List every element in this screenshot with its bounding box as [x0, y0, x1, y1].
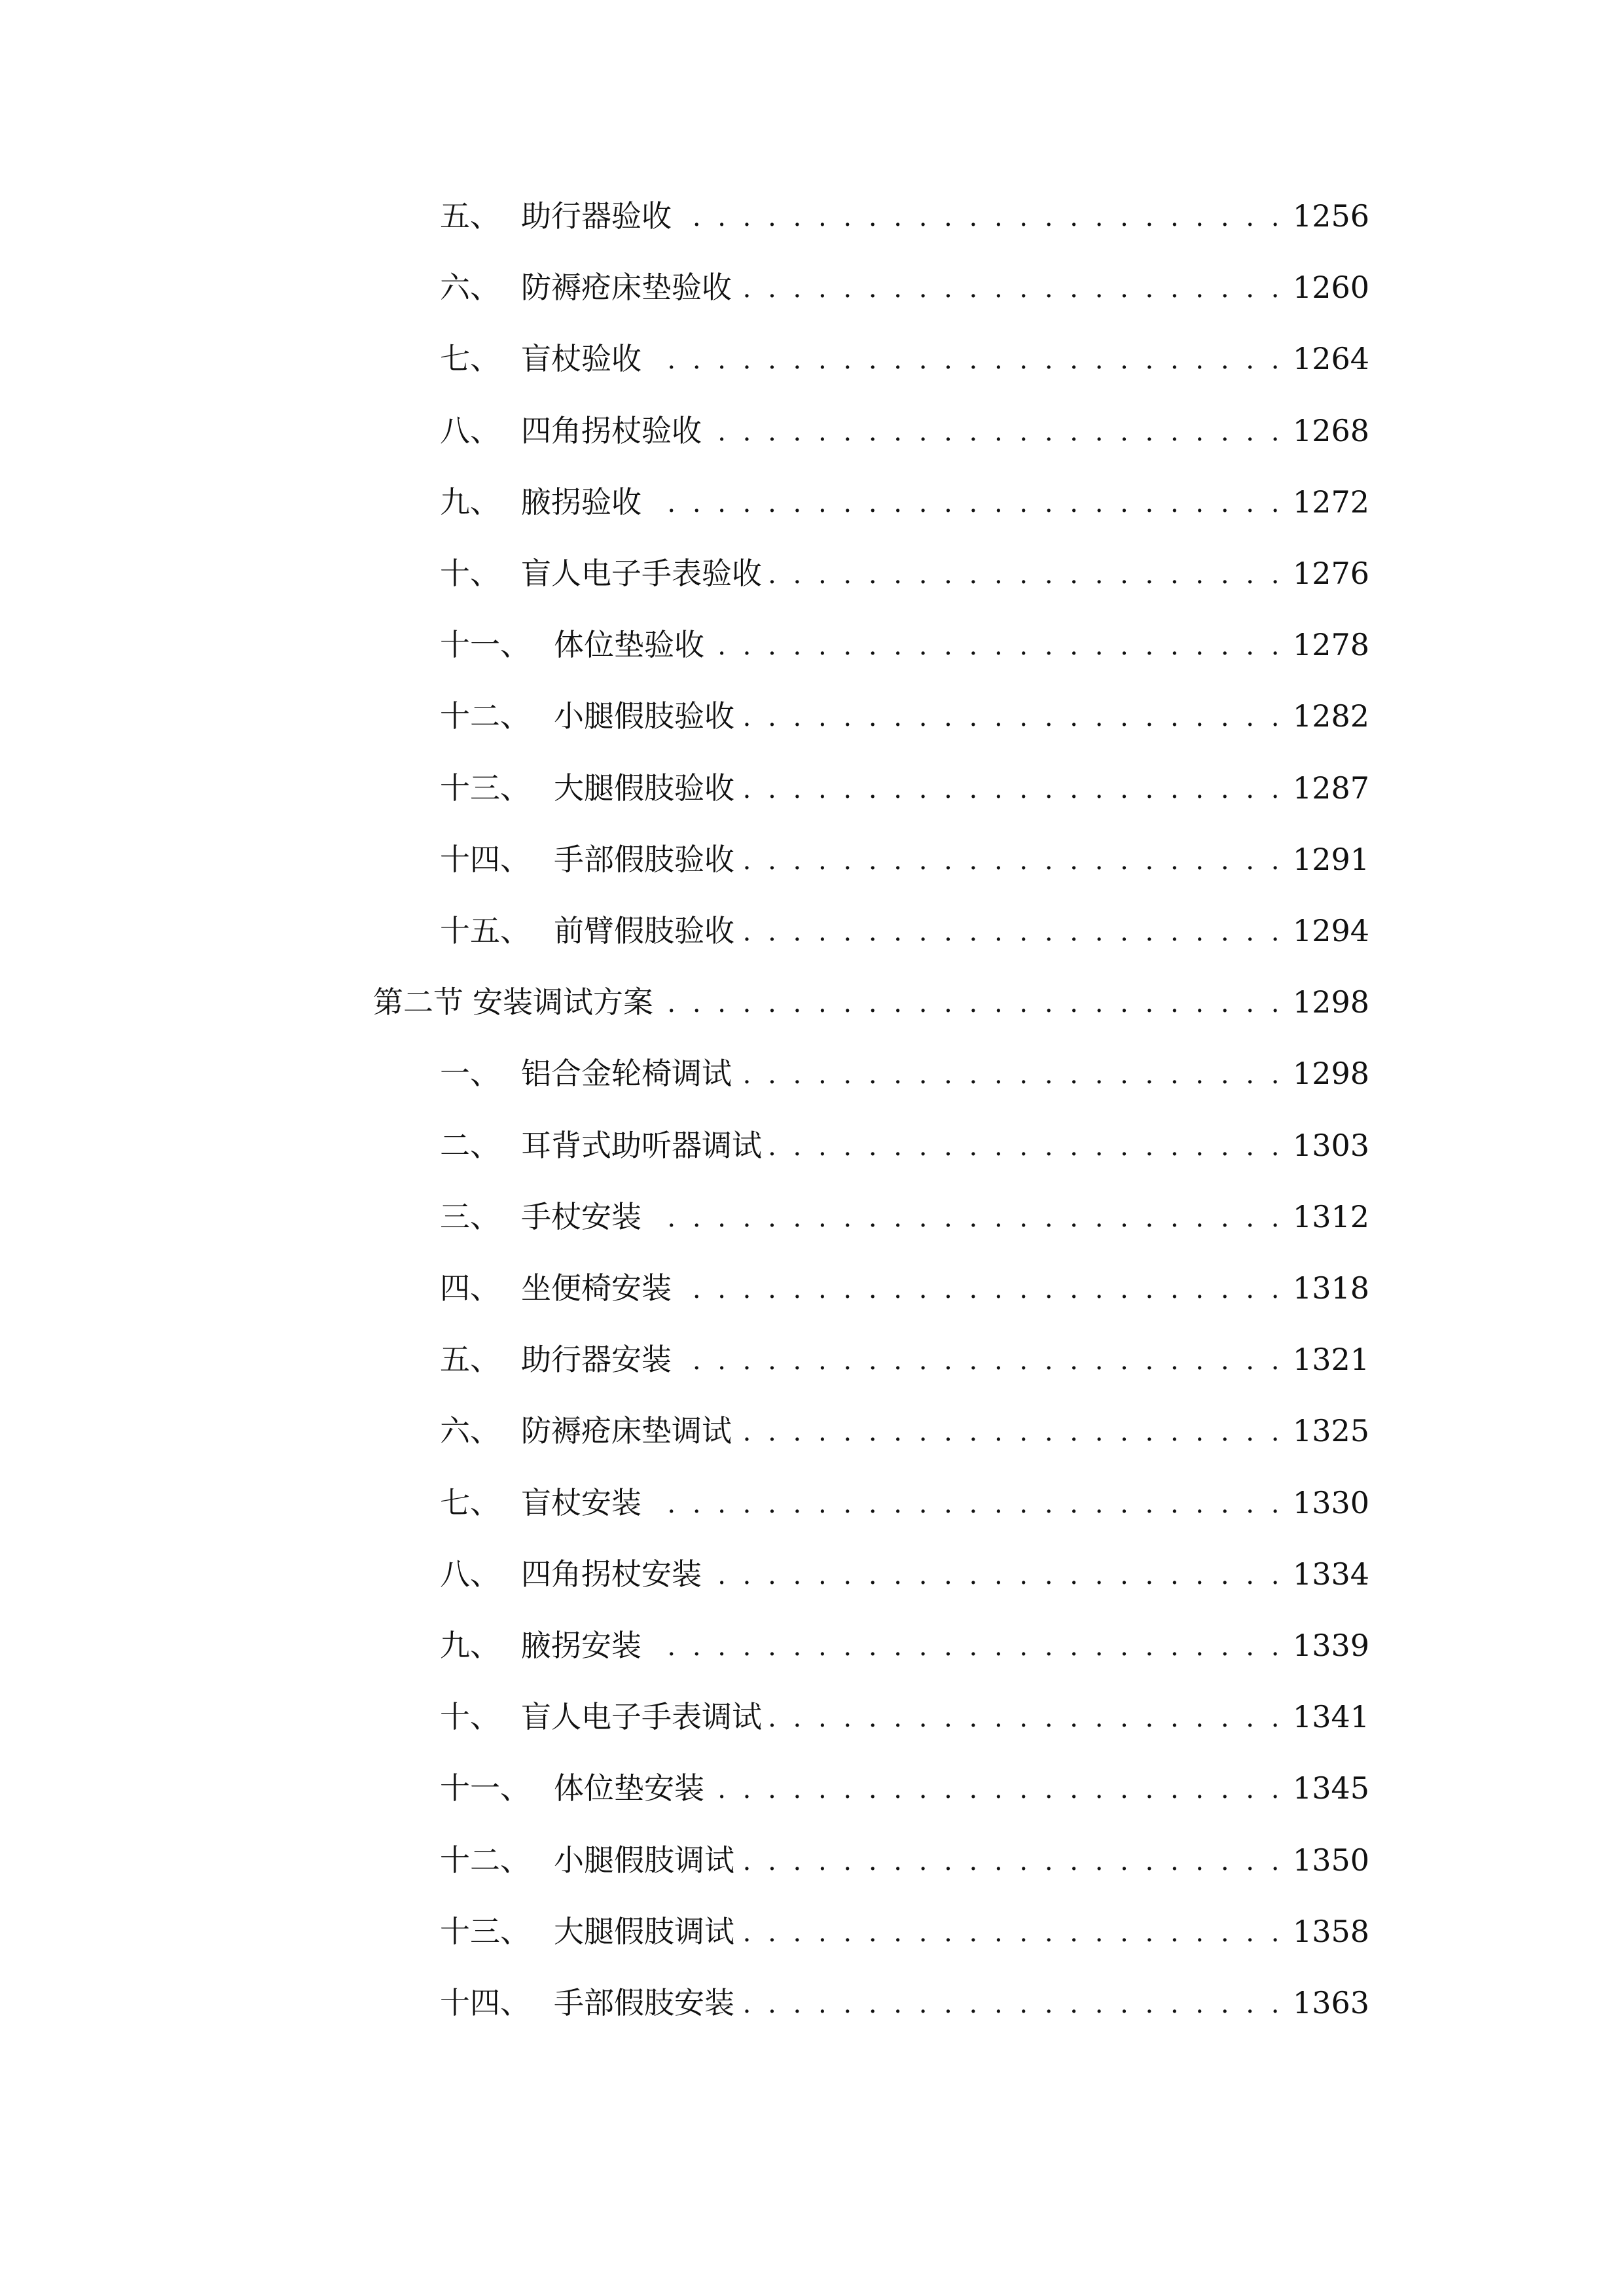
- toc-page-number: 1256: [1292, 198, 1369, 234]
- toc-entry-title: 手部假肢安装: [554, 1985, 734, 2020]
- toc-page-number: 1294: [1292, 913, 1369, 948]
- toc-dot-leader: [649, 479, 1284, 525]
- toc-entry-number: 七、: [440, 341, 500, 376]
- toc-entry[interactable]: [440, 1694, 1369, 1740]
- toc-page-number: 1298: [1292, 984, 1369, 1020]
- toc-dot-leader: [770, 1694, 1284, 1740]
- toc-entry-number: 十二、: [440, 1842, 530, 1878]
- toc-entry-title: 小腿假肢调试: [554, 1842, 734, 1878]
- toc-entry-title: 助行器安装: [521, 1342, 672, 1377]
- toc-dot-leader: [742, 1837, 1284, 1883]
- toc-page-number: 1334: [1292, 1556, 1369, 1592]
- toc-page-number: 1358: [1292, 1914, 1369, 1949]
- toc-entry-number: 十三、: [440, 770, 530, 806]
- toc-entry-number: 十五、: [440, 913, 530, 948]
- toc-page-number: 1339: [1292, 1628, 1369, 1663]
- toc-entry[interactable]: [440, 1480, 1369, 1526]
- toc-entry-title: 四角拐杖安装: [521, 1556, 702, 1592]
- toc-dot-leader: [649, 336, 1284, 382]
- toc-dot-leader: [770, 1122, 1284, 1168]
- toc-entry-title: 防褥疮床垫调试: [521, 1413, 732, 1448]
- toc-entry[interactable]: [440, 1408, 1369, 1454]
- toc-entry-number: 五、: [440, 198, 500, 234]
- toc-entry-title: 耳背式助听器调试: [521, 1128, 762, 1163]
- toc-entry-number: 九、: [440, 484, 500, 520]
- toc-entry-number: 三、: [440, 1199, 500, 1234]
- toc-entry[interactable]: [440, 622, 1369, 668]
- toc-page-number: 1312: [1292, 1199, 1369, 1234]
- toc-entry[interactable]: [440, 1194, 1369, 1240]
- toc-page-number: 1363: [1292, 1985, 1369, 2020]
- toc-entry-number: 五、: [440, 1342, 500, 1377]
- toc-entry[interactable]: [440, 408, 1369, 454]
- toc-page-number: 1272: [1292, 484, 1369, 520]
- toc-entry-title: 大腿假肢验收: [554, 770, 734, 806]
- toc-entry-number: 十三、: [440, 1914, 530, 1949]
- toc-entry-title: 体位垫验收: [554, 627, 704, 662]
- toc-page-number: 1260: [1292, 270, 1369, 305]
- toc-dot-leader: [740, 264, 1284, 310]
- toc-entry-number: 九、: [440, 1628, 500, 1663]
- toc-dot-leader: [710, 408, 1284, 454]
- toc-entry-title: 手杖安装: [521, 1199, 641, 1234]
- toc-entry[interactable]: [440, 1765, 1369, 1811]
- toc-entry-title: 四角拐杖验收: [521, 413, 702, 448]
- toc-entry[interactable]: [440, 1336, 1369, 1382]
- toc-entry[interactable]: [440, 336, 1369, 382]
- toc-entry[interactable]: [440, 1623, 1369, 1668]
- toc-entry-number: 一、: [440, 1056, 500, 1091]
- toc-entry[interactable]: [440, 693, 1369, 739]
- toc-entry[interactable]: [440, 1122, 1369, 1168]
- toc-entry[interactable]: [440, 193, 1369, 239]
- toc-entry-number: 十、: [440, 1699, 500, 1734]
- toc-entry-title: 盲人电子手表调试: [521, 1699, 762, 1734]
- toc-entry-title: 腋拐安装: [521, 1628, 641, 1663]
- toc-entry-number: 二、: [440, 1128, 500, 1163]
- toc-entry[interactable]: [440, 908, 1369, 954]
- toc-entry[interactable]: [440, 264, 1369, 310]
- toc-page-number: 1282: [1292, 698, 1369, 734]
- toc-dot-leader: [679, 193, 1284, 239]
- toc-page-number: 1318: [1292, 1270, 1369, 1306]
- toc-entry-number: 十二、: [440, 698, 530, 734]
- toc-entry-number: 七、: [440, 1485, 500, 1520]
- toc-entry-title: 盲人电子手表验收: [521, 556, 762, 591]
- toc-entry-title: 大腿假肢调试: [554, 1914, 734, 1949]
- toc-entry-number: 十四、: [440, 842, 530, 877]
- toc-dot-leader: [742, 1909, 1284, 1954]
- toc-entry[interactable]: [440, 765, 1369, 811]
- toc-section-entry[interactable]: [373, 979, 1369, 1025]
- toc-dot-leader: [712, 1765, 1284, 1811]
- toc-dot-leader: [742, 765, 1284, 811]
- toc-page-number: 1325: [1292, 1413, 1369, 1448]
- toc-entry[interactable]: [440, 1265, 1369, 1311]
- toc-page-number: 1321: [1292, 1342, 1369, 1377]
- toc-dot-leader: [770, 550, 1284, 596]
- toc-entry[interactable]: [440, 1551, 1369, 1597]
- toc-dot-leader: [679, 1265, 1284, 1311]
- toc-entry-number: 八、: [440, 1556, 500, 1592]
- toc-entry[interactable]: [440, 1909, 1369, 1954]
- toc-entry[interactable]: [440, 1980, 1369, 2026]
- toc-page-number: 1303: [1292, 1128, 1369, 1163]
- toc-entry[interactable]: [440, 1050, 1369, 1096]
- toc-dot-leader: [649, 1194, 1284, 1240]
- toc-page-number: 1287: [1292, 770, 1369, 806]
- toc-entry-number: 十一、: [440, 627, 530, 662]
- toc-entry-title: 助行器验收: [521, 198, 672, 234]
- toc-entry-title: 安装调试方案: [473, 984, 653, 1020]
- toc-entry-number: 十、: [440, 556, 500, 591]
- toc-entry-number: 六、: [440, 1413, 500, 1448]
- toc-entry-title: 小腿假肢验收: [554, 698, 734, 734]
- toc-page-number: 1341: [1292, 1699, 1369, 1734]
- toc-page-number: 1276: [1292, 556, 1369, 591]
- toc-entry[interactable]: [440, 550, 1369, 596]
- toc-dot-leader: [649, 1623, 1284, 1668]
- toc-entry[interactable]: [440, 1837, 1369, 1883]
- toc-dot-leader: [740, 1050, 1284, 1096]
- toc-page-number: 1298: [1292, 1056, 1369, 1091]
- toc-dot-leader: [679, 1336, 1284, 1382]
- toc-dot-leader: [649, 1480, 1284, 1526]
- toc-page-number: 1291: [1292, 842, 1369, 877]
- toc-entry-number: 六、: [440, 270, 500, 305]
- toc-page-number: 1278: [1292, 627, 1369, 662]
- toc-dot-leader: [712, 622, 1284, 668]
- toc-entry-title: 盲杖安装: [521, 1485, 641, 1520]
- toc-entry[interactable]: [440, 836, 1369, 882]
- toc-dot-leader: [742, 693, 1284, 739]
- toc-dot-leader: [740, 1408, 1284, 1454]
- toc-entry-title: 腋拐验收: [521, 484, 641, 520]
- toc-page-number: 1268: [1292, 413, 1369, 448]
- toc-dot-leader: [710, 1551, 1284, 1597]
- toc-entry-number: 八、: [440, 413, 500, 448]
- toc-dot-leader: [661, 979, 1284, 1025]
- toc-entry-title: 坐便椅安装: [521, 1270, 672, 1306]
- toc-entry-title: 铝合金轮椅调试: [521, 1056, 732, 1091]
- toc-dot-leader: [742, 836, 1284, 882]
- toc-dot-leader: [742, 1980, 1284, 2026]
- toc-entry-title: 防褥疮床垫验收: [521, 270, 732, 305]
- toc-entry-number: 四、: [440, 1270, 500, 1306]
- toc-page-number: 1345: [1292, 1770, 1369, 1806]
- toc-page-number: 1264: [1292, 341, 1369, 376]
- toc-entry-title: 体位垫安装: [554, 1770, 704, 1806]
- toc-page-number: 1350: [1292, 1842, 1369, 1878]
- toc-dot-leader: [742, 908, 1284, 954]
- toc-entry-title: 手部假肢验收: [554, 842, 734, 877]
- toc-entry-number: 十一、: [440, 1770, 530, 1806]
- toc-entry-number: 第二节: [373, 984, 463, 1020]
- toc-entry-number: 十四、: [440, 1985, 530, 2020]
- toc-entry-title: 盲杖验收: [521, 341, 641, 376]
- toc-entry-title: 前臂假肢验收: [554, 913, 734, 948]
- toc-page-number: 1330: [1292, 1485, 1369, 1520]
- toc-entry[interactable]: [440, 479, 1369, 525]
